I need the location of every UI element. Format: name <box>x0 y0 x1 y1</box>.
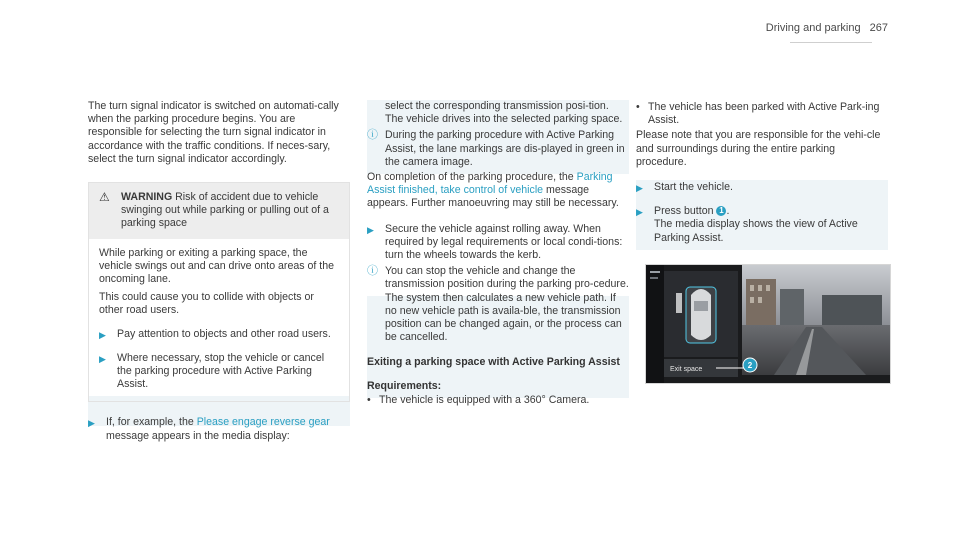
warning-step <box>99 328 339 342</box>
display-message: Please engage reverse gear <box>196 416 330 429</box>
step-text: Where necessary, stop the vehicle or cancel the parking procedure with Active Parking Assist. <box>117 351 325 391</box>
warning-label: WARNING <box>121 191 173 204</box>
info-note <box>367 265 629 344</box>
step <box>636 181 888 195</box>
step-result: The media display shows the view of Active Parking Assist. <box>654 218 858 244</box>
callout-number: 2 <box>747 361 753 370</box>
step-text: Press button 1 . The media display shows the view of Active Parking Assist. <box>654 205 858 244</box>
warning-title: Risk of accident due to vehicle swinging out while parking or pulling out of a parking space <box>121 191 329 230</box>
list-item <box>367 394 629 407</box>
info-text: You can stop the vehicle and change the transmission position during the parking pro-cedure. The system then calculates a new vehicle path. If no new vehicle path is availa-ble, the transmission position can be changed again, or the process can be cancelled. <box>385 265 629 344</box>
column-2 <box>367 100 629 407</box>
intro-paragraph: The turn signal indicator is switched on automati-cally when the parking procedure begins. You are responsible for selecting the turn signal indicator in accordance with the traffic conditions. If neces-sary, select the turn signal indicator accordingly. <box>88 100 339 165</box>
warning-text: This could cause you to collide with objects or other road users. <box>99 291 314 317</box>
exit-space-label: Exit space <box>670 366 703 373</box>
note-paragraph: Please note that you are responsible for the vehi-cle and surroundings during the entire parking procedure. <box>636 129 881 168</box>
warning-body <box>89 239 349 402</box>
step-prefix: Press button <box>654 205 714 218</box>
column-1 <box>88 100 350 443</box>
arrow-right-icon: ▶ <box>367 224 374 235</box>
page-header <box>766 22 888 35</box>
requirements-heading: Requirements: <box>367 379 442 392</box>
arrow-right-icon: ▶ <box>636 183 643 194</box>
media-display-figure <box>645 264 891 384</box>
section-title: Driving and parking <box>765 22 861 34</box>
step <box>636 205 888 245</box>
warning-step <box>99 352 339 392</box>
warning-heading <box>121 191 339 231</box>
step-text: Secure the vehicle against rolling away. When required by legal requirements or local condi-tions: turn the wheels towards the kerb. <box>385 222 623 262</box>
header-rule <box>790 42 872 43</box>
step-continued: The vehicle drives into the selected parking space. <box>385 113 623 126</box>
step-text <box>106 416 350 442</box>
bullet-icon: • <box>636 101 640 113</box>
step-prefix: If, for example, the <box>106 416 194 429</box>
step-text: Start the vehicle. <box>654 181 733 194</box>
completion-paragraph <box>367 171 629 211</box>
step <box>88 416 350 442</box>
button-number-badge: 1 <box>716 206 726 216</box>
info-icon: ⓘ <box>367 265 378 278</box>
completion-prefix: On completion of the parking procedure, the <box>367 171 574 184</box>
info-text: During the parking procedure with Active Parking Assist, the lane markings are dis-played in green in the camera image. <box>385 129 625 168</box>
step <box>367 223 629 263</box>
bullet-icon: • <box>367 393 371 406</box>
list-item-text: The vehicle has been parked with Active Park-ing Assist. <box>648 101 880 127</box>
warning-box <box>88 182 350 402</box>
info-icon: ⓘ <box>367 129 378 142</box>
arrow-right-icon: ▶ <box>636 207 643 218</box>
arrow-right-icon: ▶ <box>99 329 106 340</box>
warning-text: While parking or exiting a parking space, the vehicle swings out and can drive onto areas of the oncoming lane. <box>99 246 334 286</box>
page-number: 267 <box>869 22 888 34</box>
step-suffix: message appears in the media display: <box>106 429 290 442</box>
camera-view-illustration <box>646 265 890 383</box>
info-note <box>367 129 629 169</box>
arrow-right-icon: ▶ <box>99 353 106 364</box>
step-text: Pay attention to objects and other road users. <box>117 327 331 340</box>
completion-suffix: message appears. Further manoeuvring may still be necessary. <box>367 184 619 210</box>
step-continued: select the corresponding transmission posi-tion. <box>385 100 609 112</box>
arrow-right-icon: ▶ <box>88 418 95 429</box>
column-3 <box>636 100 888 245</box>
list-item <box>636 101 888 127</box>
warning-triangle-icon: ⚠ <box>99 190 110 205</box>
warning-header <box>89 183 349 239</box>
display-message: Parking Assist finished, take control of vehicle <box>367 171 613 197</box>
section-heading: Exiting a parking space with Active Parking Assist <box>367 356 620 369</box>
list-item-text: The vehicle is equipped with a 360° Camera. <box>379 393 590 406</box>
